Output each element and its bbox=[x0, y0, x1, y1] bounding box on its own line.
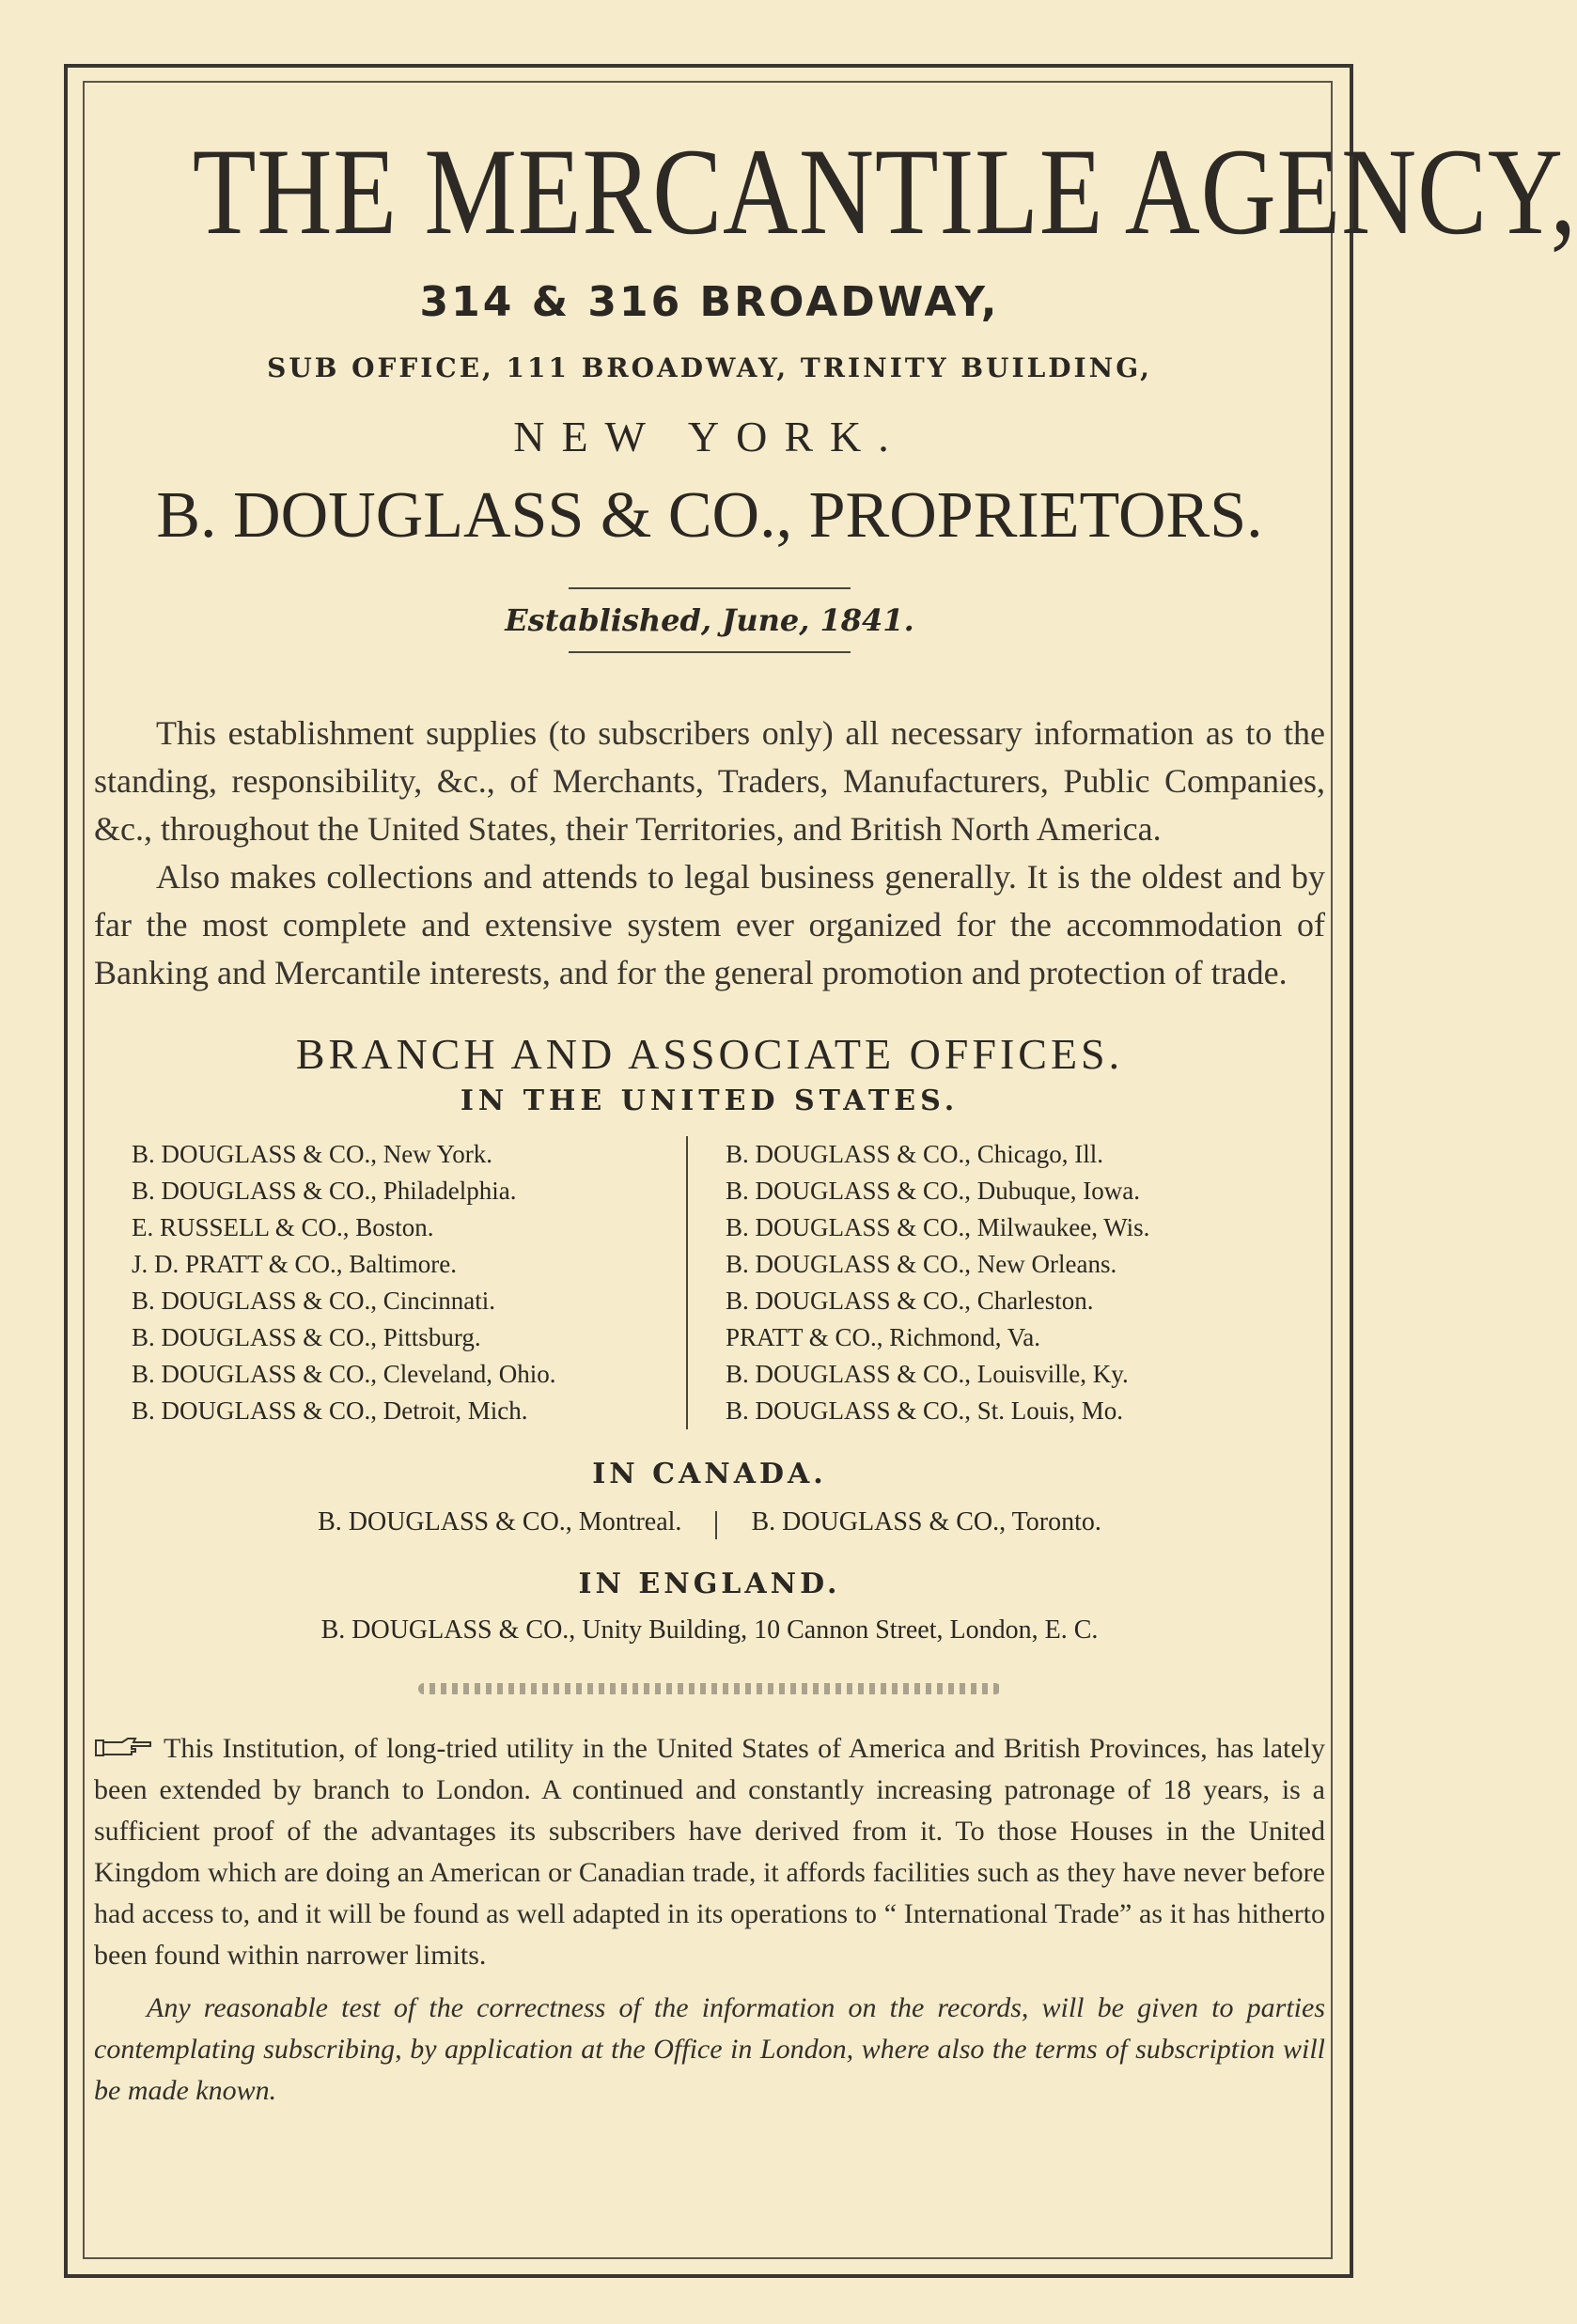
institution-paragraph bbox=[94, 1728, 1325, 1976]
intro-paragraph-1: This establishment supplies (to subscribers only) all necessary information as to the standing, responsibility, &c., of Merchants, Traders, Manufacturers, Public Companies, &c., throughout the United States, their Territories, and British North America. bbox=[94, 714, 1325, 848]
list-item: E. RUSSELL & CO., Boston. bbox=[132, 1213, 434, 1241]
ornamental-divider bbox=[418, 1683, 1001, 1694]
list-item: B. DOUGLASS & CO., Philadelphia. bbox=[132, 1177, 517, 1205]
england-heading: IN ENGLAND. bbox=[578, 1568, 841, 1600]
branch-offices-heading: BRANCH AND ASSOCIATE OFFICES. bbox=[295, 1030, 1124, 1078]
pointing-hand-icon bbox=[94, 1733, 154, 1761]
us-office-columns bbox=[94, 1136, 1325, 1429]
list-item: B. DOUGLASS & CO., Charleston. bbox=[726, 1287, 1094, 1315]
list-item: B. DOUGLASS & CO., Cleveland, Ohio. bbox=[132, 1360, 556, 1388]
sub-office-line: SUB OFFICE, 111 BROADWAY, TRINITY BUILDING, bbox=[267, 352, 1152, 383]
established-block bbox=[505, 587, 914, 653]
list-item: B. DOUGLASS & CO., Milwaukee, Wis. bbox=[726, 1213, 1150, 1241]
list-item: PRATT & CO., Richmond, Va. bbox=[726, 1323, 1041, 1351]
italic-note: Any reasonable test of the correctness of the information on the records, will be given to parties contemplating subscribing, by application at the Office in London, where also the terms of subscription will be made known. bbox=[94, 1992, 1325, 2106]
advertisement-page bbox=[94, 103, 1577, 2112]
intro-text bbox=[94, 710, 1325, 997]
proprietors-line: B. DOUGLASS & CO., PROPRIETORS. bbox=[156, 479, 1263, 552]
divider bbox=[569, 651, 851, 653]
us-heading: IN THE UNITED STATES. bbox=[460, 1084, 960, 1117]
institution-text: This Institution, of long-tried utility in the United States of America and British Provinces, has lately been extended by branch to London. A continued and constantly increasing patronage of 18 years, is a sufficient proof of the advantages its subscribers have derived from it. To those Houses in the United Kingdom which are doing an American or Canadian trade, it affords facilities such as they have never before had access to, and it will be found as well adapted in its operations to “ International Trade” as it has hitherto been found within narrower limits. bbox=[94, 1733, 1325, 1971]
intro-paragraph-2: Also makes collections and attends to legal business generally. It is the oldest and by far the most complete and extensive system ever organized for the accommodation of Banking and Mercantile interests, and for the general promotion and protection of trade. bbox=[94, 858, 1325, 991]
list-item: B. DOUGLASS & CO., Louisville, Ky. bbox=[726, 1360, 1129, 1388]
canada-offices bbox=[94, 1507, 1325, 1539]
page-title: THE MERCANTILE AGENCY, bbox=[192, 122, 1577, 260]
canada-office-toronto: B. DOUGLASS & CO., Toronto. bbox=[751, 1507, 1101, 1536]
canada-office-montreal: B. DOUGLASS & CO., Montreal. bbox=[318, 1507, 682, 1536]
list-item: B. DOUGLASS & CO., Pittsburg. bbox=[132, 1323, 481, 1351]
city-line: NEW YORK. bbox=[513, 413, 906, 460]
england-office: B. DOUGLASS & CO., Unity Building, 10 Cannon Street, London, E. C. bbox=[320, 1615, 1099, 1645]
list-item: B. DOUGLASS & CO., Cincinnati. bbox=[132, 1287, 496, 1315]
divider bbox=[715, 1511, 717, 1539]
list-item: B. DOUGLASS & CO., Dubuque, Iowa. bbox=[726, 1177, 1140, 1205]
us-offices-right bbox=[686, 1136, 1278, 1429]
us-offices-left bbox=[94, 1136, 686, 1429]
list-item: B. DOUGLASS & CO., St. Louis, Mo. bbox=[726, 1396, 1124, 1425]
list-item: B. DOUGLASS & CO., Chicago, Ill. bbox=[726, 1140, 1104, 1168]
canada-heading: IN CANADA. bbox=[592, 1458, 827, 1490]
list-item: J. D. PRATT & CO., Baltimore. bbox=[132, 1250, 458, 1278]
list-item: B. DOUGLASS & CO., New Orleans. bbox=[726, 1250, 1117, 1278]
address-line: 314 & 316 BROADWAY, bbox=[419, 278, 1000, 326]
list-item: B. DOUGLASS & CO., New York. bbox=[132, 1140, 493, 1168]
established-line: Established, June, 1841. bbox=[505, 602, 914, 638]
list-item: B. DOUGLASS & CO., Detroit, Mich. bbox=[132, 1396, 528, 1425]
